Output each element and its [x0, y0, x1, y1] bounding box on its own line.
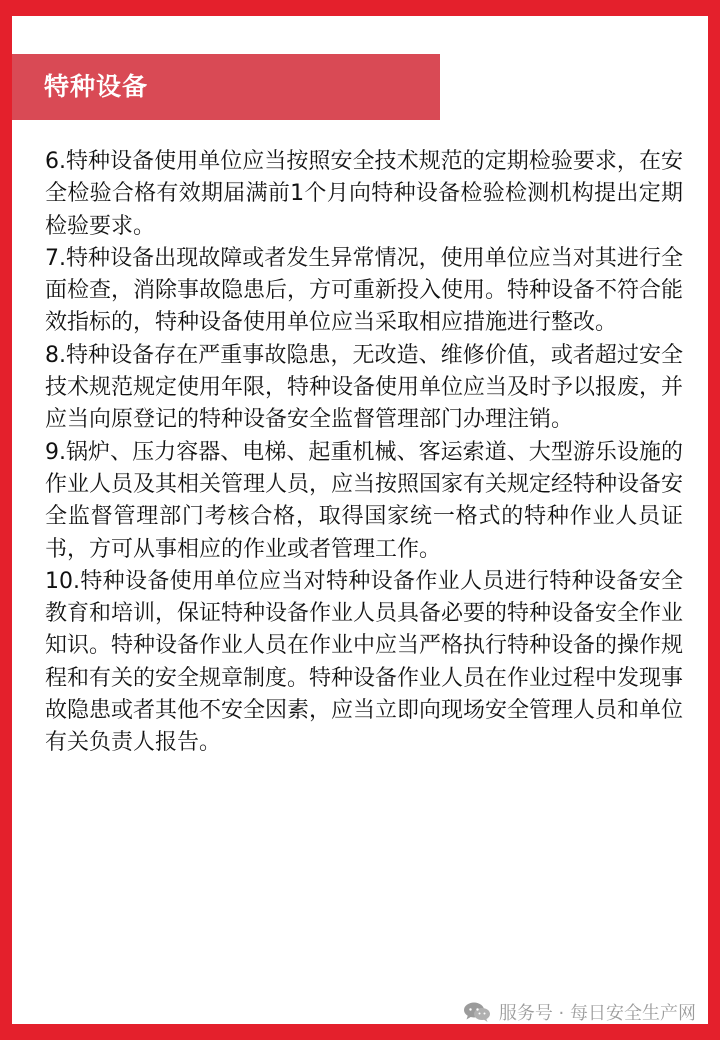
paragraph-item-10: 10.特种设备使用单位应当对特种设备作业人员进行特种设备安全教育和培训，保证特种设备作业人员具备必要的特种设备安全作业知识。特种设备作业人员在作业中应当严格执行特种设备的操作规程和有关的安全规章制度。特种设备作业人员在作业过程中发现事故隐患或者其他不安全因素，应当立即向现场安全管理人员和单位有关负责人报告。	[45, 568, 684, 756]
wechat-icon	[463, 1001, 491, 1023]
section-title: 特种设备	[44, 72, 149, 101]
paragraph-item-7: 7.特种设备出现故障或者发生异常情况，使用单位应当对其进行全面检查，消除事故隐患后，方可重新投入使用。特种设备不符合能效指标的，特种设备使用单位应当采取相应措施进行整改。	[45, 245, 684, 336]
paragraph-item-8: 8.特种设备存在严重事故隐患，无改造、维修价值，或者超过安全技术规范规定使用年限，特种设备使用单位应当及时予以报废，并应当向原登记的特种设备安全监督管理部门办理注销。	[45, 342, 684, 433]
paragraph-item-6: 6.特种设备使用单位应当按照安全技术规范的定期检验要求，在安全检验合格有效期届满前1个月向特种设备检验检测机构提出定期检验要求。	[45, 149, 683, 239]
article-body	[45, 146, 683, 760]
paragraph-item-9: 9.锅炉、压力容器、电梯、起重机械、客运索道、大型游乐设施的作业人员及其相关管理人员，应当按照国家有关规定经特种设备安全监督管理部门考核合格，取得国家统一格式的特种作业人员证书，方可从事相应的作业或者管理工作。	[45, 439, 684, 562]
watermark-text: 服务号 · 每日安全生产网	[498, 1003, 696, 1024]
section-banner	[12, 54, 440, 120]
wechat-watermark	[463, 998, 696, 1026]
